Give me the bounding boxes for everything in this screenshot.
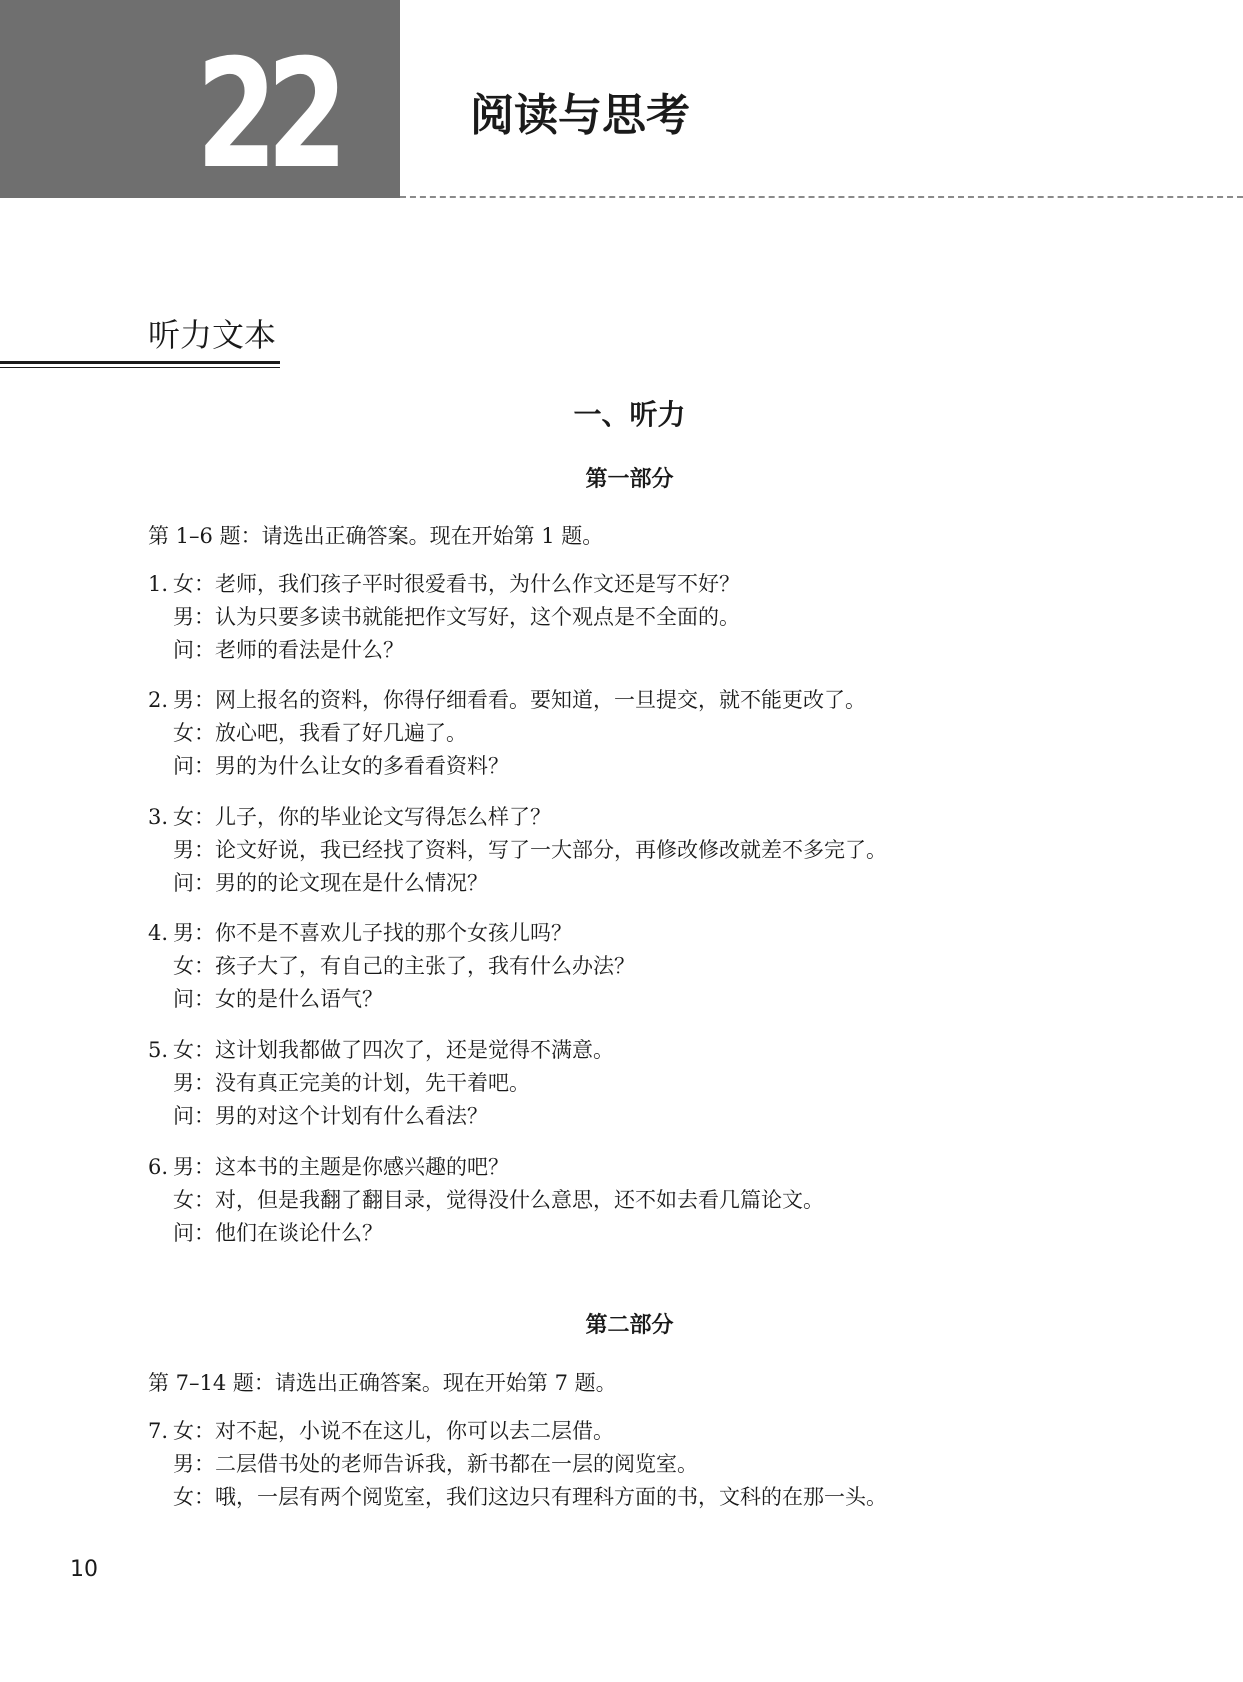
dialogue-text: 儿子，你的毕业论文写得怎么样了？ bbox=[215, 805, 551, 829]
dialogue-item-6 bbox=[148, 1151, 1148, 1250]
dialogue-text: 老师的看法是什么？ bbox=[215, 638, 404, 662]
speaker-label: 男： bbox=[173, 1071, 215, 1095]
dialogue-line bbox=[148, 684, 1148, 717]
speaker-label: 女： bbox=[173, 805, 215, 829]
dialogue-line bbox=[148, 634, 1148, 667]
dialogue-text: 网上报名的资料，你得仔细看看。要知道，一旦提交，就不能更改了。 bbox=[215, 688, 866, 712]
dialogue-item-7 bbox=[148, 1415, 1148, 1514]
speaker-label: 女： bbox=[173, 954, 215, 978]
dialogue-line bbox=[148, 867, 1148, 900]
speaker-label: 问： bbox=[173, 871, 215, 895]
speaker-label: 女： bbox=[173, 1038, 215, 1062]
dialogue-line bbox=[148, 1217, 1148, 1250]
section-heading-rule bbox=[0, 361, 280, 364]
dialogue-text: 论文好说，我已经找了资料，写了一大部分，再修改修改就差不多完了。 bbox=[215, 838, 887, 862]
speaker-label: 问： bbox=[173, 987, 215, 1011]
section-heading: 听力文本 bbox=[148, 316, 277, 354]
dialogue-item-1 bbox=[148, 568, 1148, 667]
dialogue-text: 这计划我都做了四次了，还是觉得不满意。 bbox=[215, 1038, 614, 1062]
dialogue-line bbox=[148, 1184, 1148, 1217]
dialogue-line bbox=[148, 1151, 1148, 1184]
speaker-label: 问： bbox=[173, 1104, 215, 1128]
speaker-label: 女： bbox=[173, 721, 215, 745]
dialogue-text: 男的为什么让女的多看看资料？ bbox=[215, 754, 509, 778]
dialogue-text: 孩子大了，有自己的主张了，我有什么办法？ bbox=[215, 954, 635, 978]
dialogue-text: 对不起，小说不在这儿，你可以去二层借。 bbox=[215, 1419, 614, 1443]
dialogue-text: 你不是不喜欢儿子找的那个女孩儿吗？ bbox=[215, 921, 572, 945]
item-number: 5. bbox=[148, 1038, 169, 1062]
item-number: 1. bbox=[148, 572, 169, 596]
item-number: 7. bbox=[148, 1419, 169, 1443]
dialogue-text: 男的的论文现在是什么情况？ bbox=[215, 871, 488, 895]
dialogue-text: 二层借书处的老师告诉我，新书都在一层的阅览室。 bbox=[215, 1452, 698, 1476]
speaker-label: 女： bbox=[173, 1419, 215, 1443]
dialogue-item-4 bbox=[148, 917, 1148, 1016]
dialogue-line bbox=[148, 1067, 1148, 1100]
item-number: 6. bbox=[148, 1155, 169, 1179]
speaker-label: 男： bbox=[173, 1155, 215, 1179]
dialogue-text: 哦，一层有两个阅览室，我们这边只有理科方面的书，文科的在那一头。 bbox=[215, 1485, 887, 1509]
dialogue-text: 对，但是我翻了翻目录，觉得没什么意思，还不如去看几篇论文。 bbox=[215, 1188, 824, 1212]
dialogue-item-2 bbox=[148, 684, 1148, 783]
chapter-dashed-divider bbox=[400, 196, 1243, 198]
section-heading-rule-thin bbox=[0, 367, 280, 368]
page-number: 10 bbox=[70, 1557, 98, 1582]
dialogue-line bbox=[148, 601, 1148, 634]
part-title: 一、听力 bbox=[573, 398, 686, 431]
dialogue-line bbox=[148, 1034, 1148, 1067]
dialogue-line bbox=[148, 1481, 1148, 1514]
part1-instruction: 第 1–6 题：请选出正确答案。现在开始第 1 题。 bbox=[148, 524, 604, 548]
dialogue-line bbox=[148, 950, 1148, 983]
speaker-label: 女： bbox=[173, 1485, 215, 1509]
speaker-label: 问： bbox=[173, 754, 215, 778]
part2-instruction: 第 7–14 题：请选出正确答案。现在开始第 7 题。 bbox=[148, 1371, 617, 1395]
dialogue-text: 女的是什么语气？ bbox=[215, 987, 383, 1011]
dialogue-item-5 bbox=[148, 1034, 1148, 1133]
speaker-label: 男： bbox=[173, 688, 215, 712]
dialogue-text: 男的对这个计划有什么看法？ bbox=[215, 1104, 488, 1128]
part2-subtitle: 第二部分 bbox=[585, 1313, 674, 1338]
dialogue-text: 老师，我们孩子平时很爱看书，为什么作文还是写不好？ bbox=[215, 572, 740, 596]
chapter-title: 阅读与思考 bbox=[470, 90, 690, 141]
speaker-label: 男： bbox=[173, 1452, 215, 1476]
dialogue-line bbox=[148, 717, 1148, 750]
item-number: 3. bbox=[148, 805, 169, 829]
dialogue-text: 没有真正完美的计划，先干着吧。 bbox=[215, 1071, 530, 1095]
dialogue-line bbox=[148, 834, 1148, 867]
speaker-label: 问： bbox=[173, 638, 215, 662]
dialogue-line bbox=[148, 1100, 1148, 1133]
dialogue-line bbox=[148, 801, 1148, 834]
dialogue-text: 这本书的主题是你感兴趣的吧？ bbox=[215, 1155, 509, 1179]
dialogue-line bbox=[148, 750, 1148, 783]
dialogue-line bbox=[148, 917, 1148, 950]
speaker-label: 问： bbox=[173, 1221, 215, 1245]
dialogue-line bbox=[148, 1415, 1148, 1448]
item-number: 4. bbox=[148, 921, 169, 945]
dialogue-line bbox=[148, 983, 1148, 1016]
dialogue-line bbox=[148, 568, 1148, 601]
dialogue-text: 认为只要多读书就能把作文写好，这个观点是不全面的。 bbox=[215, 605, 740, 629]
speaker-label: 女： bbox=[173, 572, 215, 596]
dialogue-text: 他们在谈论什么？ bbox=[215, 1221, 383, 1245]
dialogue-item-3 bbox=[148, 801, 1148, 900]
item-number: 2. bbox=[148, 688, 169, 712]
speaker-label: 男： bbox=[173, 921, 215, 945]
speaker-label: 男： bbox=[173, 838, 215, 862]
speaker-label: 女： bbox=[173, 1188, 215, 1212]
chapter-number: 22 bbox=[196, 28, 337, 202]
speaker-label: 男： bbox=[173, 605, 215, 629]
part1-subtitle: 第一部分 bbox=[585, 467, 674, 492]
chapter-banner bbox=[0, 0, 400, 202]
dialogue-line bbox=[148, 1448, 1148, 1481]
dialogue-text: 放心吧，我看了好几遍了。 bbox=[215, 721, 467, 745]
